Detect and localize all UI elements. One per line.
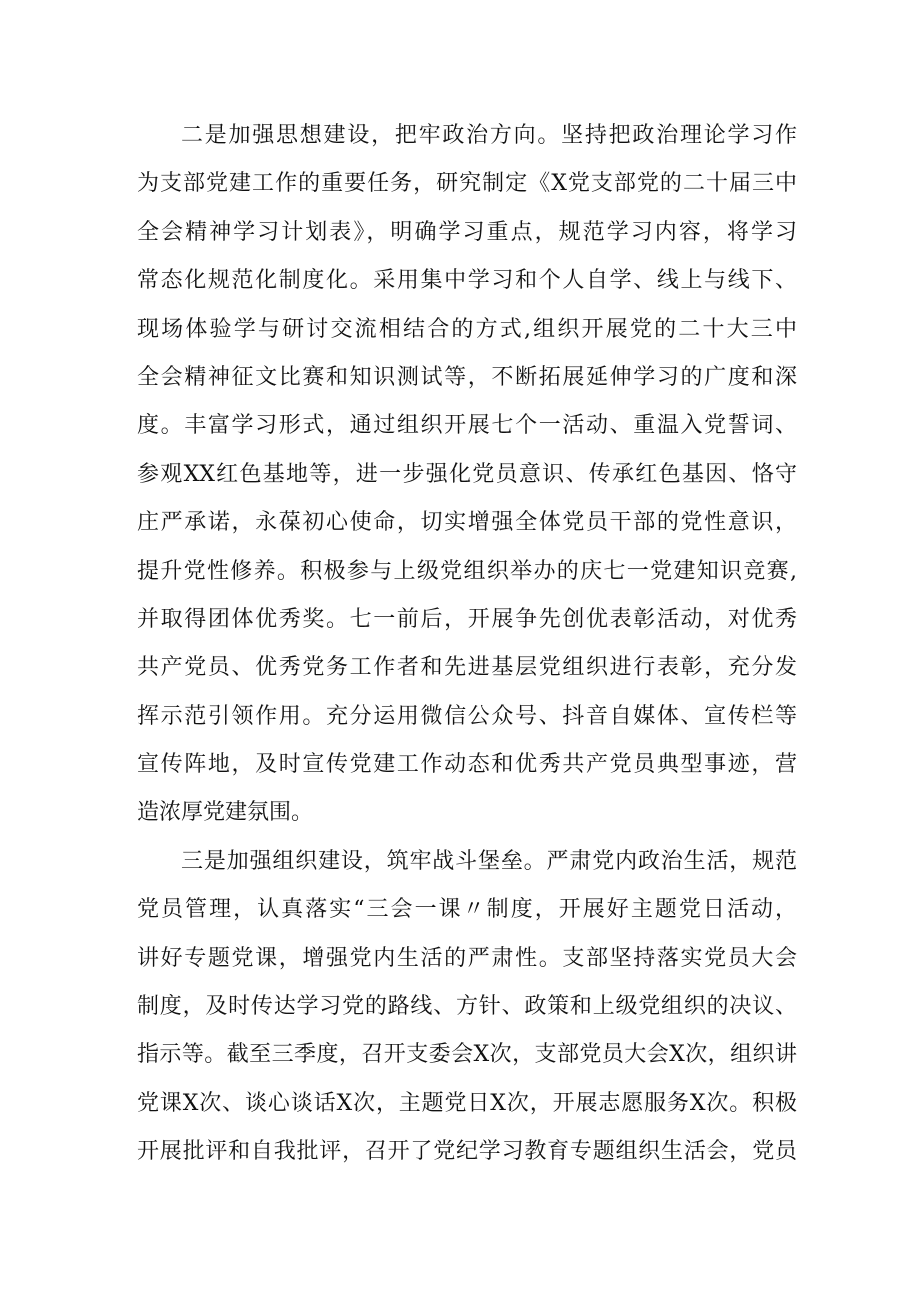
paragraph-2-line-6: 党课X次、谈心谈话X次，主题党日X次，开展志愿服务X次。积极 — [137, 1090, 797, 1116]
paragraph-1-line-12: 共产党员、优秀党务工作者和先进基层党组织进行表彰，充分发 — [137, 655, 797, 681]
paragraph-1-line-13: 挥示范引领作用。充分运用微信公众号、抖音自媒体、宣传栏等 — [137, 703, 797, 729]
paragraph-2-line-3: 讲好专题党课，增强党内生活的严肃性。支部坚持落实党员大会 — [137, 945, 797, 971]
paragraph-1-line-4: 常态化规范化制度化。采用集中学习和个人自学、线上与线下、 — [137, 268, 797, 294]
paragraph-2-line-7: 开展批评和自我批评，召开了党纪学习教育专题组织生活会，党员 — [137, 1139, 797, 1165]
paragraph-2-line-1: 三是加强组织建设，筑牢战斗堡垒。严肃党内政治生活，规范 — [181, 848, 797, 874]
paragraph-1-line-3: 全会精神学习计划表》，明确学习重点，规范学习内容，将学习 — [137, 219, 797, 245]
paragraph-1-line-6: 全会精神征文比赛和知识测试等，不断拓展延伸学习的广度和深 — [137, 364, 797, 390]
paragraph-1-line-8: 参观XX红色基地等，进一步强化党员意识、传承红色基因、恪守 — [137, 461, 797, 487]
paragraph-2-line-5: 指示等。截至三季度，召开支委会X次，支部党员大会X次，组织讲 — [137, 1042, 797, 1068]
paragraph-1-line-11: 并取得团体优秀奖。七一前后，开展争先创优表彰活动，对优秀 — [137, 606, 797, 632]
paragraph-1-line-2: 为支部党建工作的重要任务，研究制定《X党支部党的二十届三中 — [137, 171, 797, 197]
paragraph-1-line-10: 提升党性修养。积极参与上级党组织举办的庆七一党建知识竞赛, — [137, 558, 797, 584]
paragraph-1-line-14: 宣传阵地，及时宣传党建工作动态和优秀共产党员典型事迹，营 — [137, 752, 797, 778]
paragraph-2-line-2: 党员管理，认真落实“三会一课〃制度，开展好主题党日活动， — [137, 897, 797, 923]
paragraph-1-line-15: 造浓厚党建氛围。 — [137, 800, 314, 826]
paragraph-1-line-7: 度。丰富学习形式，通过组织开展七个一活动、重温入党誓词、 — [137, 413, 797, 439]
document-body — [137, 112, 797, 1177]
paragraph-1-line-5: 现场体验学与研讨交流相结合的方式,组织开展党的二十大三中 — [137, 316, 797, 342]
paragraph-1-line-9: 庄严承诺，永葆初心使命，切实增强全体党员干部的党性意识， — [137, 510, 797, 536]
paragraph-2-line-4: 制度，及时传达学习党的路线、方针、政策和上级党组织的决议、 — [137, 994, 797, 1020]
paragraph-1-line-1: 二是加强思想建设，把牢政治方向。坚持把政治理论学习作 — [181, 123, 797, 148]
